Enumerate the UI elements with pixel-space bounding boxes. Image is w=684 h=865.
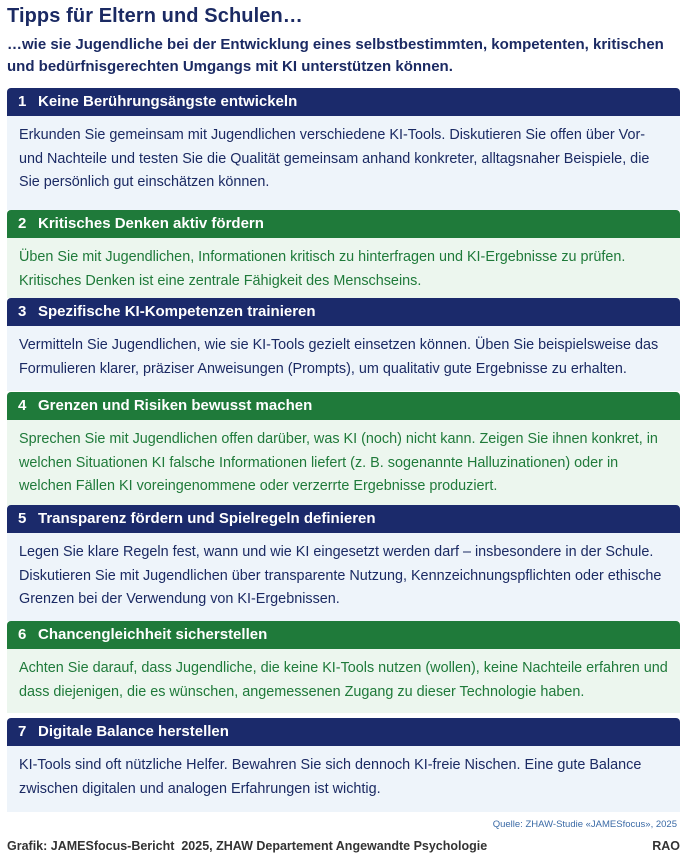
page-subtitle: …wie sie Jugendliche bei der Entwicklung eines selbstbestimmten, kompetenten, kritischen und bedürfnisgerechten Umgangs mit KI unterstützen können. [7,36,664,75]
tip-title-4: Grenzen und Risiken bewusst machen [38,397,313,414]
tip-text-5: Legen Sie klare Regeln fest, wann und wie KI eingesetzt werden darf – insbesondere in der Schule. Diskutieren Sie mit Jugendlichen über transparente Nutzung, Kennzeichnungspflichten oder ethische Grenzen bei der Verwendung von KI-Ergebnissen. [7,533,680,621]
tip-card-2 [7,210,680,298]
tip-heading-6 [7,621,680,649]
tip-number-5: 5 [18,510,27,527]
tip-number-2: 2 [18,215,27,232]
page-title: Tipps für Eltern und Schulen… [7,5,303,27]
tip-card-6 [7,621,680,713]
tip-number-3: 3 [18,303,27,320]
tip-card-3 [7,298,680,391]
tip-title-7: Digitale Balance herstellen [38,723,229,740]
tip-text-3: Vermitteln Sie Jugendlichen, wie sie KI-Tools gezielt einsetzen können. Üben Sie beispielsweise das Formulieren klarer, präziser Anweisungen (Prompts), um qualitativ gute Ergebnisse zu erhalten. [7,326,680,391]
source-note: Quelle: ZHAW-Studie «JAMESfocus», 2025 [492,819,677,830]
tip-title-5: Transparenz fördern und Spielregeln definieren [38,510,376,527]
tip-title-3: Spezifische KI-Kompetenzen trainieren [38,303,316,320]
brand-logo-text: RAO [652,839,680,853]
tip-text-2: Üben Sie mit Jugendlichen, Informationen kritisch zu hinterfragen und KI-Ergebnisse zu prüfen. Kritisches Denken ist eine zentrale Fähigkeit des Menschseins. [7,238,680,298]
tip-text-1: Erkunden Sie gemeinsam mit Jugendlichen verschiedene KI-Tools. Diskutieren Sie offen über Vor- und Nachteile und testen Sie die Qualität gemeinsam anhand konkreter, alltagsnaher Beispiele, die Sie persönlich gut einschätzen können. [7,116,680,210]
tip-heading-1 [7,88,680,116]
tip-title-6: Chancengleichheit sicherstellen [38,626,268,643]
tip-text-6: Achten Sie darauf, dass Jugendliche, die keine KI-Tools nutzen (wollen), keine Nachteile erfahren und dass diejenigen, die es wünschen, angemessenen Zugang zu dieser Technologie haben. [7,649,680,713]
tip-card-1 [7,88,680,210]
tip-heading-7 [7,718,680,746]
tip-number-7: 7 [18,723,27,740]
tip-card-7 [7,718,680,812]
tip-number-4: 4 [18,397,27,414]
tip-text-4: Sprechen Sie mit Jugendlichen offen darüber, was KI (noch) nicht kann. Zeigen Sie ihnen konkret, in welchen Situationen KI falsche Informationen liefert (z. B. sogenannte Halluzinationen) oder in welchen Fällen KI voreingenommene oder verzerrte Ergebnisse produziert. [7,420,680,506]
tip-heading-2 [7,210,680,238]
footer-credit: Grafik: JAMESfocus-Bericht 2025, ZHAW Departement Angewandte Psychologie [7,839,488,853]
tip-number-6: 6 [18,626,27,643]
tip-heading-3 [7,298,680,326]
tip-title-2: Kritisches Denken aktiv fördern [38,215,264,232]
footer [7,839,680,853]
tip-heading-5 [7,505,680,533]
tip-title-1: Keine Berührungsängste entwickeln [38,93,298,110]
tip-card-5 [7,505,680,621]
tip-number-1: 1 [18,93,27,110]
tip-card-4 [7,392,680,506]
tip-text-7: KI-Tools sind oft nützliche Helfer. Bewahren Sie sich dennoch KI-freie Nischen. Eine gute Balance zwischen digitalen und analogen Erfahrungen ist wichtig. [7,746,680,812]
tip-heading-4 [7,392,680,420]
